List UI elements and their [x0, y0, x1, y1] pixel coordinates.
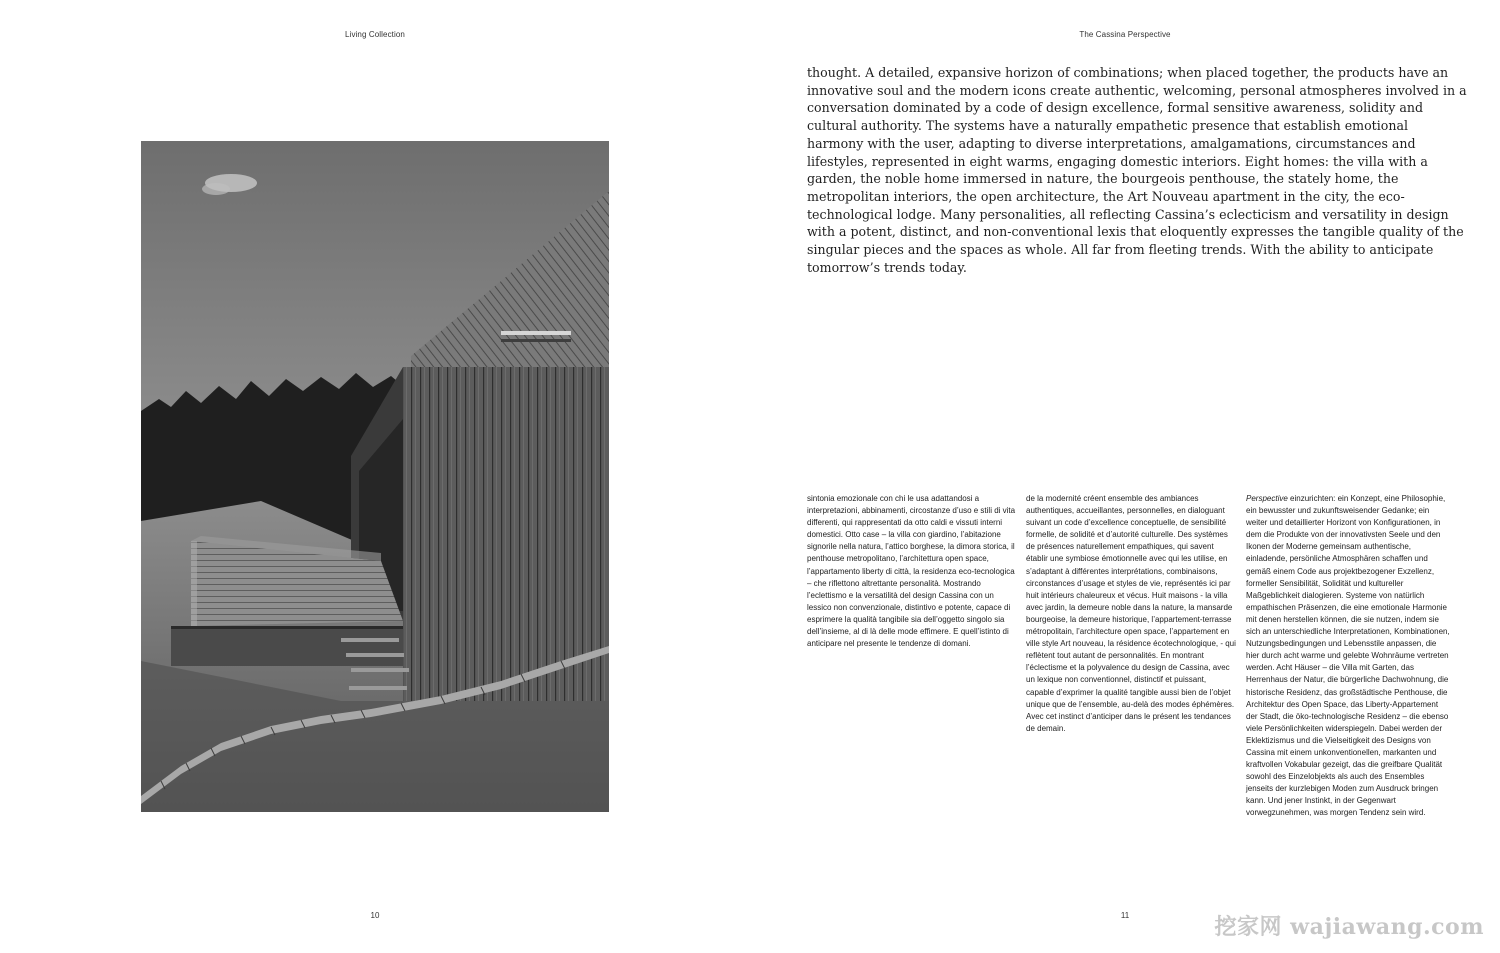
right-page	[750, 0, 1500, 953]
page-number-right: 11	[1120, 911, 1130, 920]
page-number-left: 10	[370, 911, 380, 920]
column-german	[1246, 493, 1451, 820]
column-german-italic-word: Perspective	[1246, 494, 1288, 503]
running-head-right: The Cassina Perspective	[1079, 30, 1171, 39]
photo-wooden-house-icon	[141, 141, 609, 812]
column-italian: sintonia emozionale con chi le usa adattandosi a interpretazioni, abbinamenti, circostanze d’uso e stili di vita differenti, qui rappresentati da otto caldi e vissuti interni domestici. Otto case – la villa con giardino, l’abitazione signorile nella natura, l’attico borghese, la dimora storica, il penthouse metropolitano, l’architettura open space, l’appartamento liberty di città, la residenza eco-tecnologica – che riflettono altrettante personalità. Mostrando l’eclettismo e la versatilità del design Cassina con un lessico non convenzionale, distintivo e potente, capace di esprimere la qualità tangibile sia dell’oggetto singolo sia dell’insieme, al di là delle mode effimere. E quell’istinto di anticipare nel presente le tendenze di domani.	[807, 494, 1016, 649]
intro-english-text: thought. A detailed, expansive horizon of combinations; when placed together, the products have an innovative soul and the modern icons create authentic, welcoming, personal atmospheres involved in a conversation dominated by a code of design excellence, formal sensitive awareness, solidity and cultural authority. The systems have a naturally empathetic presence that establish emotional harmony with the user, adapting to diverse interpretations, amalgamations, circumstances and lifestyles, represented in eight warms, engaging domestic interiors. Eight homes: the villa with a garden, the noble home immersed in nature, the bourgeois penthouse, the stately home, the metropolitan interiors, the open architecture, the Art Nouveau apartment in the city, the eco-technological lodge. Many personalities, all reflecting Cassina’s eclecticism and versatility in design with a potent, distinct, and non-conventional lexis that eloquently expresses the tangible quality of the singular pieces and the spaces as whole. All far from fleeting trends. With the ability to anticipate tomorrow’s trends today.	[807, 65, 1467, 275]
column-german-body: einzurichten: ein Konzept, eine Philosophie, ein bewusster und zukunftsweisender Gedanke; ein weiter und detaillierter Horizont von Konfigurationen, in dem die Produkte von der innovativsten Seele und den Ikonen der Moderne gemeinsam authentische, einladende, persönliche Atmosphären schaffen und gemäß einem Code aus projektbezogener Exzellenz, formeller Sensibilität, Solidität und kultureller Maßgeblichkeit dialogieren. Systeme von natürlich empathischen Präsenzen, die eine emotionale Harmonie mit denen herstellen können, die sie nutzen, indem sie sich an unterschiedliche Interpretationen, Kombinationen, Nutzungsbedingungen und Lebensstile anpassen, die hier durch acht warme und gelebte Wohnräume vertreten werden. Acht Häuser – die Villa mit Garten, das Herrenhaus der Natur, die bürgerliche Dachwohnung, die historische Residenz, das großstädtische Penthouse, die Architektur des Open Space, das Liberty-Appartement der Stadt, die öko-technologische Residenz – die ebenso viele Persönlichkeiten widerspiegeln. Dabei werden der Eklektizismus und die Vielseitigkeit des Designs von Cassina mit einem unkonventionellen, markanten und kraftvollen Vokabular gezeigt, das die greifbare Qualität sowohl des Einzelobjekts als auch des Ensembles jenseits der kurzlebigen Moden zum Ausdruck bringen kann. Und jener Instinkt, in der Gegenwart vorwegzunehmen, was morgen Tendenz sein wird.	[1246, 494, 1450, 818]
watermark-logo: 挖家网 wajiawang.com	[1214, 914, 1484, 940]
running-head-left: Living Collection	[345, 30, 405, 39]
photo-wooden-house	[141, 141, 609, 812]
column-french: de la modernité créent ensemble des ambiances authentiques, accueillantes, personnelles, en dialoguant suivant un code d’excellence conceptuelle, de sensibilité formelle, de solidité et d’autorité culturelle. Des systèmes de présences naturellement empathiques, qui savent établir une symbiose émotionnelle avec qui les utilise, en s’adaptant à différentes interprétations, combinaisons, circonstances d’usage et styles de vie, représentés ici par huit intérieurs chaleureux et vécus. Huit maisons - la villa avec jardin, la demeure noble dans la nature, la mansarde bourgeoise, la demeure historique, l’appartement-terrasse métropolitain, l’architecture open space, l’appartement en ville style Art nouveau, la résidence écotechnologique, - qui reflètent tout autant de personnalités. En montrant l’éclectisme et la polyvalence du design de Cassina, avec un lexique non conventionnel, distinctif et puissant, capable d’exprimer la qualité tangible aussi bien de l’objet unique que de l’ensemble, au-delà des modes éphémères. Avec cet instinct d’anticiper dans le présent les tendances de demain.	[1026, 494, 1236, 733]
